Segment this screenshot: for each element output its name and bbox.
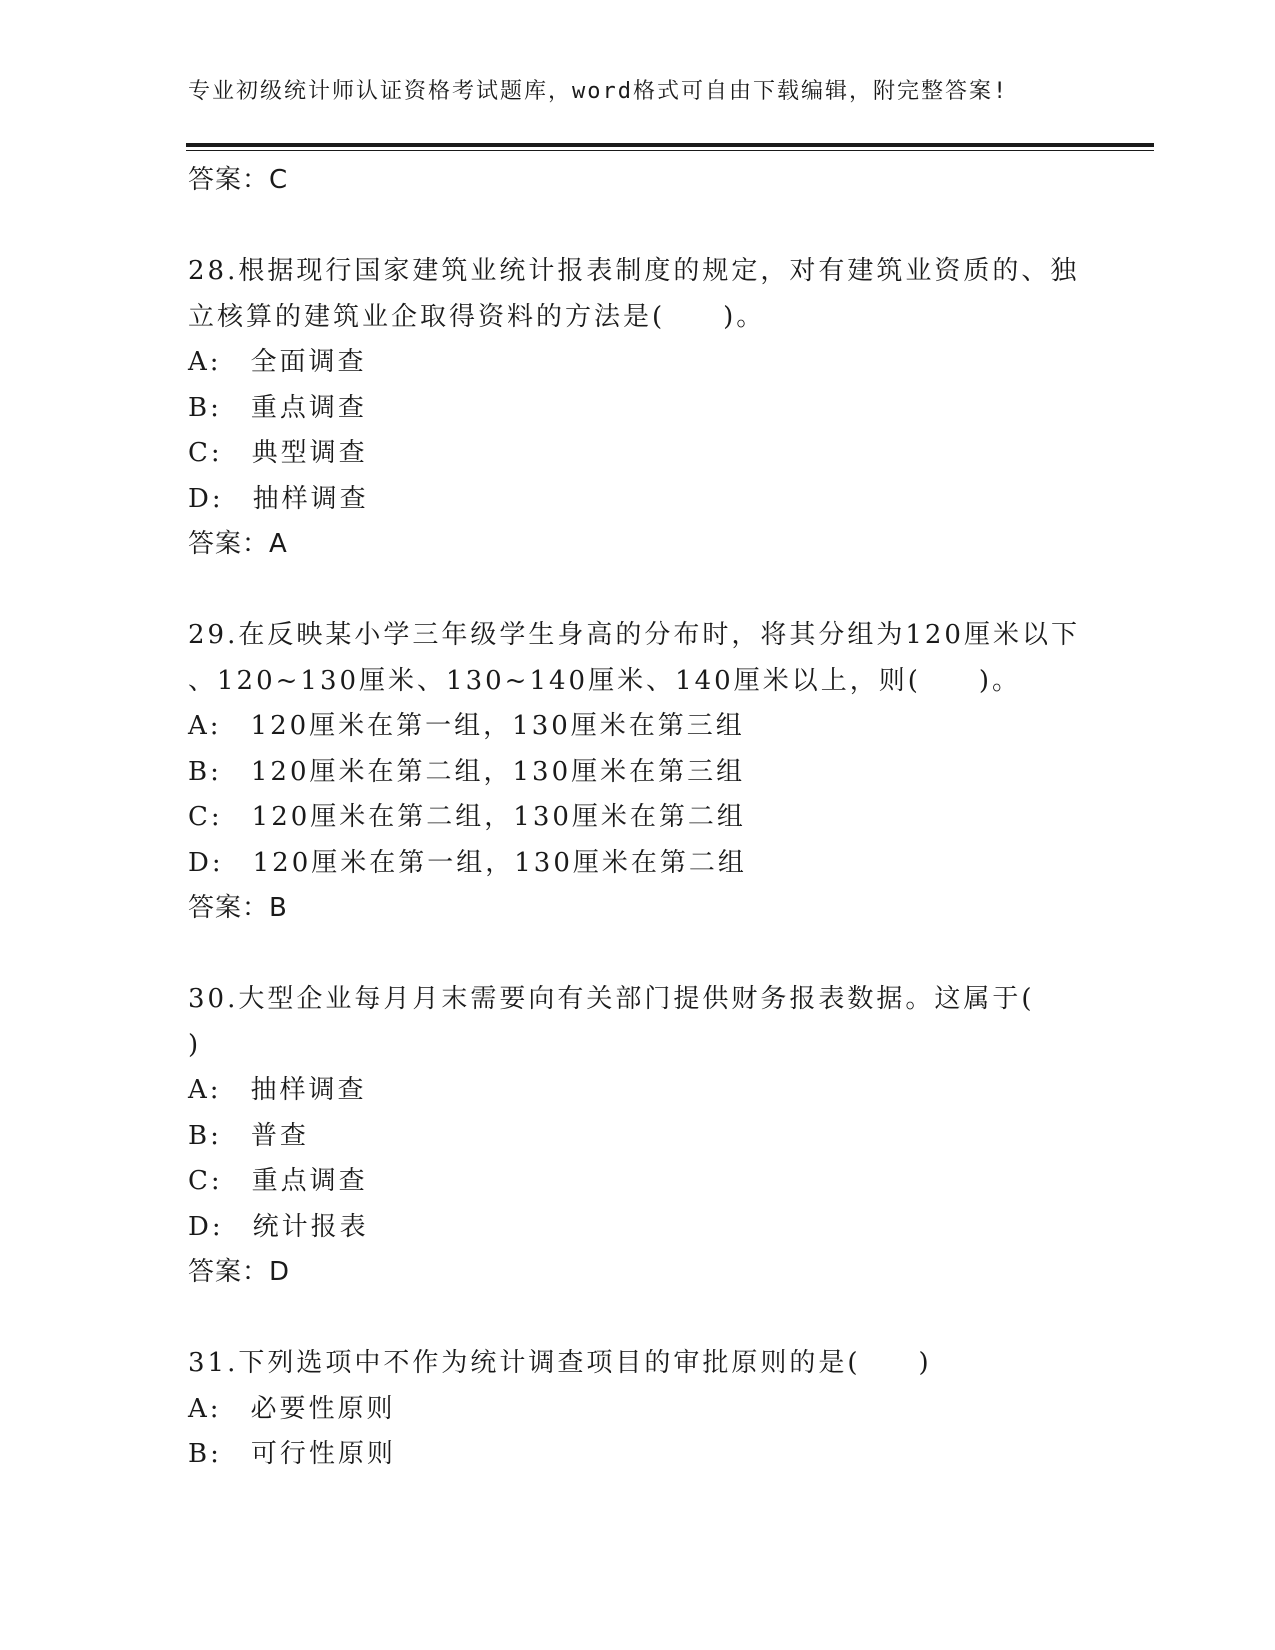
question-29 xyxy=(188,613,1088,932)
question-text: ) xyxy=(188,1029,202,1060)
option-b: B: 重点调查 xyxy=(188,392,367,423)
question-28 xyxy=(188,249,1088,568)
option-b: B: 120厘米在第二组，130厘米在第三组 xyxy=(188,756,746,787)
question-31 xyxy=(188,1341,1088,1478)
option-a: A: 必要性原则 xyxy=(188,1393,396,1424)
option-c: C: 重点调查 xyxy=(188,1166,368,1196)
option-c: C: 120厘米在第二组，130厘米在第二组 xyxy=(188,802,746,832)
option-d: D: 统计报表 xyxy=(188,1211,369,1242)
answer: 答案：B xyxy=(188,893,288,923)
header-rule-thick xyxy=(186,143,1154,147)
question-text: 28.根据现行国家建筑业统计报表制度的规定，对有建筑业资质的、独 xyxy=(188,256,1080,286)
question-text: 31.下列选项中不作为统计调查项目的审批原则的是( ) xyxy=(188,1348,932,1378)
question-text: 29.在反映某小学三年级学生身高的分布时，将其分组为120厘米以下 xyxy=(188,620,1080,650)
question-text: 30.大型企业每月月末需要向有关部门提供财务报表数据。这属于( xyxy=(188,984,1035,1014)
option-a: A: 抽样调查 xyxy=(188,1075,367,1105)
page-header: 专业初级统计师认证资格考试题库，word格式可自由下载编辑，附完整答案! xyxy=(188,79,1009,104)
option-a: A: 全面调查 xyxy=(188,347,367,377)
question-30 xyxy=(188,977,1088,1296)
header-rule-thin xyxy=(186,150,1154,151)
answer: 答案：D xyxy=(188,1257,291,1287)
option-a: A: 120厘米在第一组，130厘米在第三组 xyxy=(188,711,745,741)
answer: 答案：A xyxy=(188,529,288,559)
option-d: D: 120厘米在第一组，130厘米在第二组 xyxy=(188,847,747,878)
question-list xyxy=(188,158,1088,1478)
option-c: C: 典型调查 xyxy=(188,438,368,468)
option-b: B: 可行性原则 xyxy=(188,1439,396,1469)
question-text: 立核算的建筑业企取得资料的方法是( )。 xyxy=(188,301,766,332)
previous-answer: 答案：C xyxy=(188,165,289,195)
option-d: D: 抽样调查 xyxy=(188,483,369,514)
option-b: B: 普查 xyxy=(188,1120,309,1151)
question-text: 、120~130厘米、130~140厘米、140厘米以上，则( )。 xyxy=(188,665,1021,696)
